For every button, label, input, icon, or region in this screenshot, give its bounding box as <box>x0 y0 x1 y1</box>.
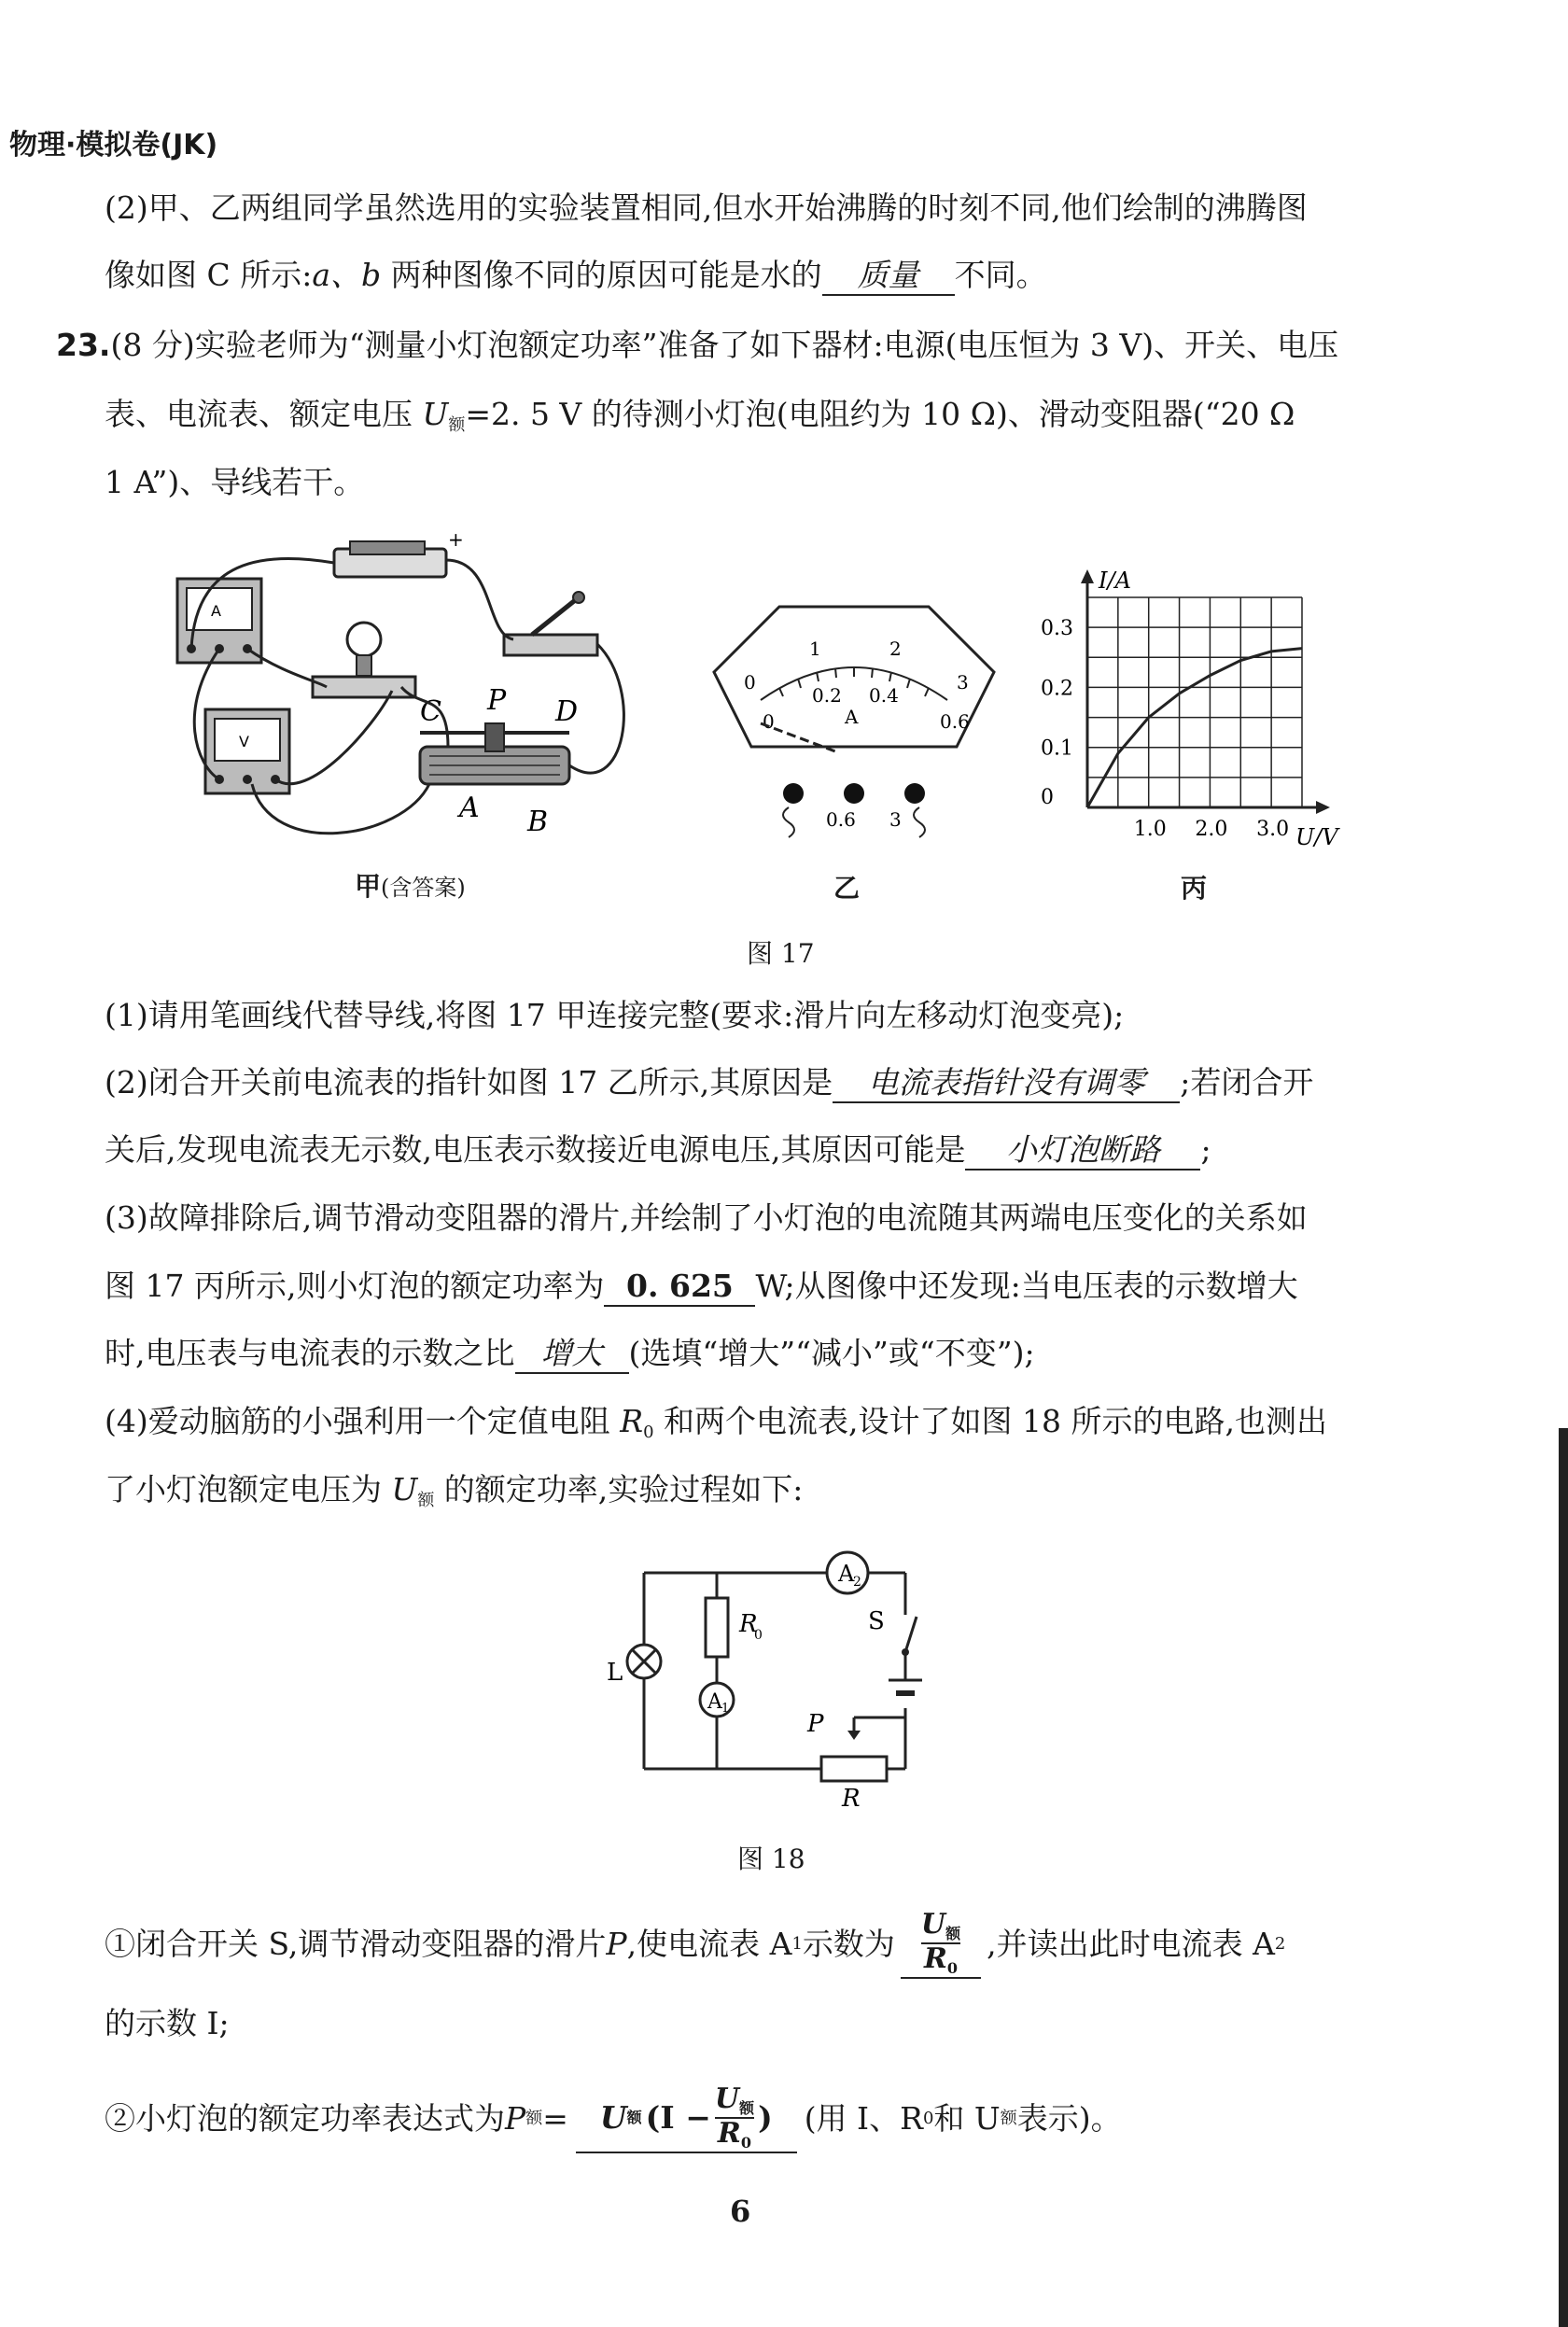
battery-icon <box>334 528 464 577</box>
figure17-yi-label: 乙 <box>833 873 861 904</box>
step2-fraction: $\frac{U_额}{R_0}$ <box>714 2082 755 2152</box>
x-tick-label: 1.0 <box>1133 818 1167 841</box>
meter-top-2: 2 <box>889 638 902 660</box>
switch-s-icon <box>902 1617 917 1656</box>
q23-part3-line3: 时,电压表与电流表的示数之比 增大 (选填“增大”“减小”或“不变”); <box>105 1335 1035 1374</box>
q23-intro-line3: 1 A”)、导线若干。 <box>105 464 365 500</box>
y-axis-label: I/A <box>1099 568 1131 594</box>
lamp-label: L <box>607 1659 623 1687</box>
q23-part4-step1-cont: 的示数 I; <box>105 2005 230 2041</box>
figure17-bing-chart <box>1036 560 1344 859</box>
q23-part4-line2: 了小灯泡额定电压为 $U_额$ 的额定功率,实验过程如下: <box>105 1471 804 1510</box>
y-tick-label: 0.2 <box>1041 677 1073 701</box>
page-number: 6 <box>730 2194 751 2229</box>
lamp-board-icon <box>313 623 415 697</box>
q23-part2-line2: 关后,发现电流表无示数,电压表示数接近电源电压,其原因可能是 小灯泡断路 ; <box>105 1131 1211 1171</box>
terminal-06 <box>844 783 864 804</box>
terminal-3 <box>904 783 925 804</box>
meter-bottom-0: 0 <box>763 710 775 733</box>
meter-bottom-3: 0.6 <box>940 710 970 733</box>
r0-resistor-icon <box>706 1598 728 1657</box>
switch-label: S <box>868 1607 885 1635</box>
rheostat-icon <box>420 723 569 784</box>
wire-stub-1 <box>783 807 794 837</box>
y-tick-label: 0.1 <box>1041 736 1073 761</box>
step2-answer-blank: U 额 (I − $\frac{U_额}{R_0}$ ) <box>576 2084 797 2153</box>
q23-part3-answer2: 增大 <box>515 1335 629 1374</box>
q23-part1: (1)请用笔画线代替导线,将图 17 甲连接完整(要求:滑片向左移动灯泡变亮); <box>105 997 1125 1033</box>
terminal-label-c: C <box>420 695 441 728</box>
question-number: 23. <box>56 327 111 363</box>
switch-icon <box>504 592 597 655</box>
meter-bottom-2: 0.4 <box>869 684 899 707</box>
q23-intro-line1: 23.(8 分)实验老师为“测量小灯泡额定功率”准备了如下器材:电源(电压恒为 3 V)、开关、电压 <box>56 327 1339 363</box>
iu-curve <box>1087 649 1302 807</box>
q22-line1: (2)甲、乙两组同学虽然选用的实验装置相同,但水开始沸腾的时刻不同,他们绘制的沸腾图 <box>105 189 1308 226</box>
y-tick-label: 0 <box>1041 786 1054 809</box>
a2-label: A <box>838 1561 855 1587</box>
a1-label: A <box>707 1690 722 1714</box>
x-tick-label: 3.0 <box>1256 818 1290 841</box>
q23-part2-answer1: 电流表指针没有调零 <box>833 1064 1180 1103</box>
slider-arrow-icon <box>847 1731 861 1740</box>
q23-part2-answer2: 小灯泡断路 <box>965 1131 1200 1171</box>
svg-text:+: + <box>448 528 464 551</box>
terminal-label-06: 0.6 <box>826 808 856 831</box>
meter-top-1: 1 <box>809 638 821 660</box>
q22-line2: 像如图 C 所示:a、b 两种图像不同的原因可能是水的 质量 不同。 <box>105 257 1047 296</box>
a1-subscript: 1 <box>721 1702 730 1716</box>
r0-label: R <box>739 1610 758 1638</box>
q22-answer-blank: 质量 <box>822 257 955 296</box>
lamp-icon <box>627 1645 661 1678</box>
slider-label-p: P <box>487 684 507 717</box>
figure18-caption: 图 18 <box>737 1843 805 1874</box>
slider-p-label: P <box>807 1710 824 1738</box>
step1-fraction: $\frac{U_额}{R_0}$ <box>920 1908 961 1977</box>
x-tick-label: 2.0 <box>1195 818 1228 841</box>
figure18-circuit <box>597 1540 933 1811</box>
figure17-jia-circuit <box>140 523 663 859</box>
terminal-neg <box>783 783 804 804</box>
meter-unit-label: A <box>845 706 859 728</box>
scan-edge-shadow <box>1559 1428 1568 2327</box>
wire-stub-2 <box>914 807 925 837</box>
rheostat-resistor-icon <box>821 1757 887 1781</box>
figure17-jia-label: 甲(含答案) <box>355 871 466 902</box>
meter-top-0: 0 <box>744 671 756 694</box>
q23-part3-line2: 图 17 丙所示,则小灯泡的额定功率为 0. 625 W;从图像中还发现:当电压表的示数增大 <box>105 1268 1298 1307</box>
y-tick-label: 0.3 <box>1041 617 1073 641</box>
q23-part3-line1: (3)故障排除后,调节滑动变阻器的滑片,并绘制了小灯泡的电流随其两端电压变化的关系如 <box>105 1199 1308 1236</box>
terminal-label-d: D <box>555 695 579 728</box>
meter-bottom-1: 0.2 <box>812 684 842 707</box>
terminal-label-3: 3 <box>889 808 902 831</box>
page-header: 物理·模拟卷(JK) <box>9 129 218 161</box>
figure17-yi-meter <box>705 597 1003 849</box>
q23-part3-answer1: 0. 625 <box>604 1268 755 1307</box>
r0-subscript: 0 <box>754 1628 763 1643</box>
q23-intro-line2: 表、电流表、额定电压 $U_额=2$. 5 V 的待测小灯泡(电阻约为 10 Ω)、滑动变阻器(“20 Ω <box>105 396 1295 435</box>
rheostat-r-label: R <box>842 1785 861 1811</box>
figure17-caption: 图 17 <box>747 938 815 969</box>
battery-cell-icon <box>889 1680 922 1693</box>
q23-part2-line1: (2)闭合开关前电流表的指针如图 17 乙所示,其原因是 电流表指针没有调零 ;若闭合开 <box>105 1064 1313 1103</box>
q23-part4-step2: ②小灯泡的额定功率表达式为 P 额 = U 额 (I − $\frac{U_额}{R_0}$ ) (用 I、R 0 和 U 额 表示)。 <box>105 2082 1122 2152</box>
y-axis-arrow <box>1081 569 1094 583</box>
figure17-bing-label: 丙 <box>1181 873 1208 904</box>
step1-answer-blank <box>901 1910 981 1979</box>
q23-part4-line1: (4)爱动脑筋的小强利用一个定值电阻 $R_0$ 和两个电流表,设计了如图 18 所示的电路,也测出 <box>105 1403 1327 1442</box>
terminal-label-b: B <box>527 806 549 838</box>
a2-subscript: 2 <box>853 1575 861 1590</box>
x-axis-arrow <box>1316 801 1330 814</box>
svg-text:A: A <box>211 602 221 620</box>
meter-top-3: 3 <box>957 671 969 694</box>
svg-text:V: V <box>239 733 249 750</box>
q23-part4-step1: ①闭合开关 S,调节滑动变阻器的滑片 P ,使电流表 A 1 示数为 $\frac{U_额}{R_0}$ ,并读出此时电流表 A 2 <box>105 1908 1286 1977</box>
x-axis-label: U/V <box>1295 824 1338 850</box>
terminal-label-a: A <box>459 792 480 824</box>
